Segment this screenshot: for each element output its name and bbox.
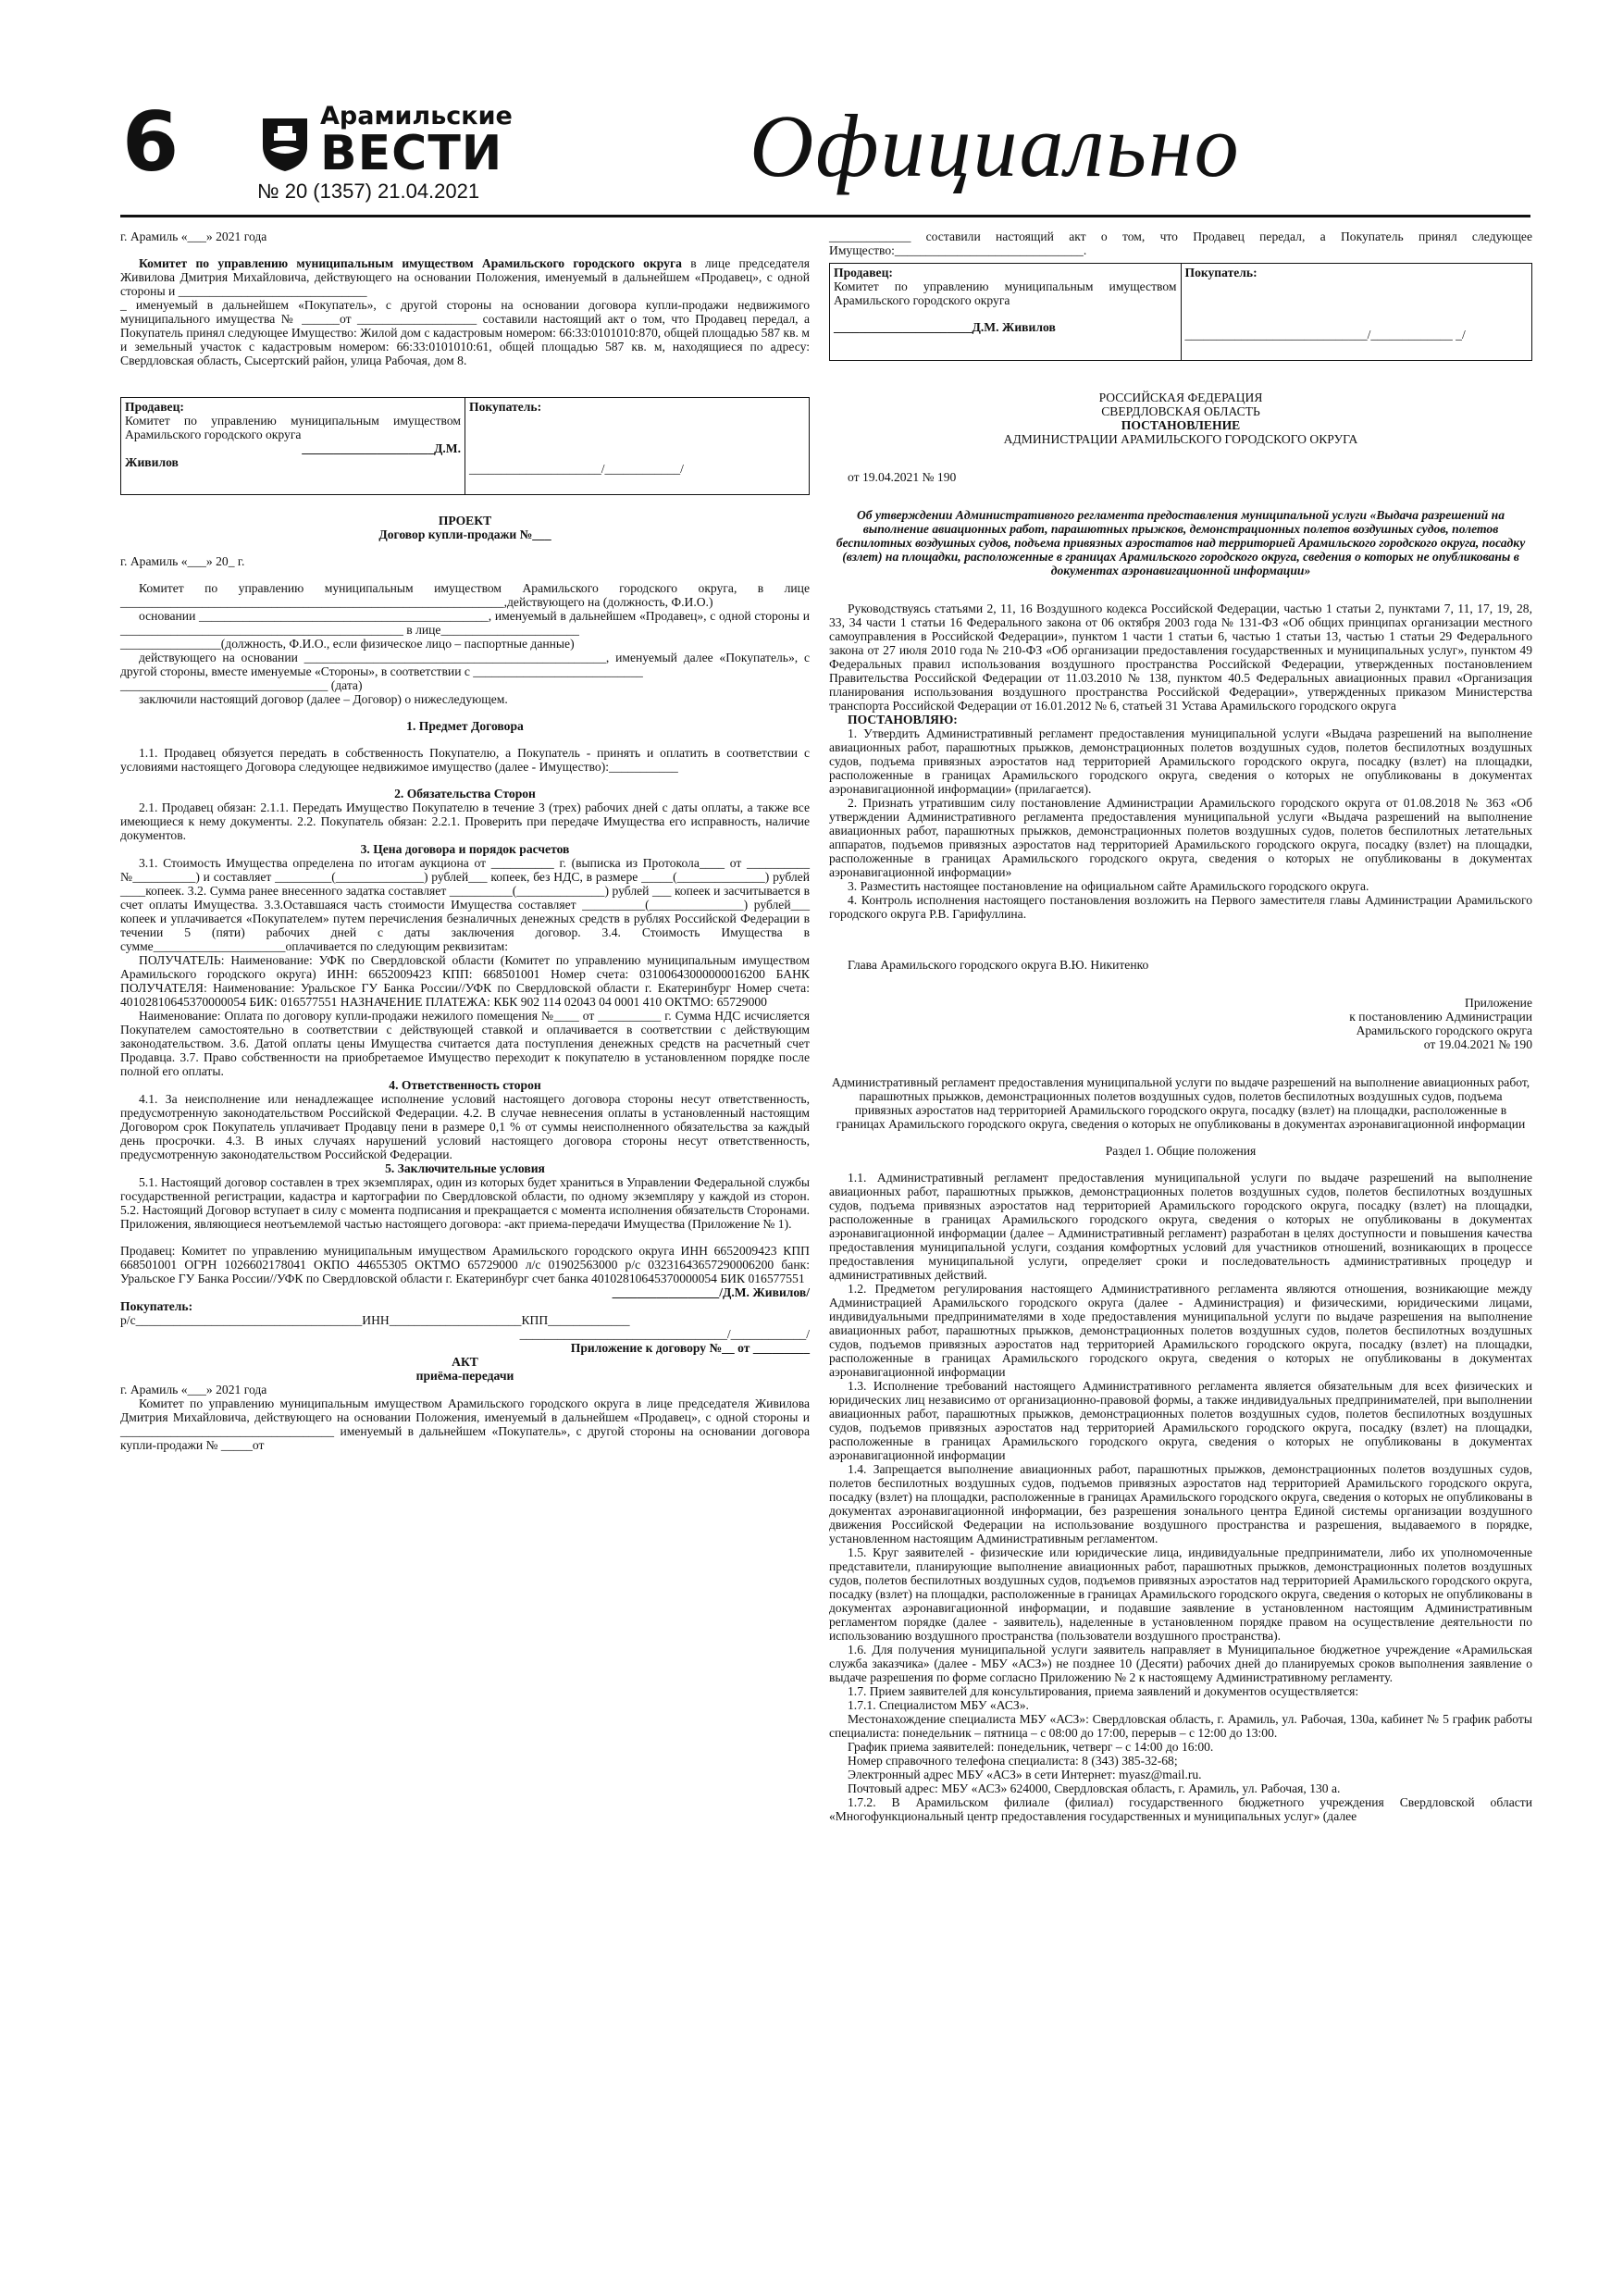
- clause-1-5: 1.5. Круг заявителей - физические или юридические лица, индивидуальные предприниматели, либо их уполномоченные представители, планирующие выполнение авиационных работ, парашютных прыжков, демонстрационных полетов воздушных судов, полетов беспилотных воздушных судов, подъемов привязных аэростатов над территорией Арамильского городского округа, посадку (взлет) на площадки, расположенные в границах Арамильского городского округа, сведения о которых не опубликованы в документах аэронавигационной информации, и подавшие заявление в установленном настоящим Административным регламентом порядке (далее - заявитель), наделенные в установленном порядке правом на осуществление деятельности по использованию воздушного пространства (пользователи воздушного пространства).: [829, 1545, 1532, 1643]
- act-continuation: _____________ составили настоящий акт о том, что Продавец передал, а Покупатель принял следующее Имущество:______________________________.: [829, 230, 1532, 257]
- seller-signature-2: ______________________Д.М. Живилов: [834, 320, 1056, 334]
- decision-1: 1. Утвердить Административный регламент предоставления муниципальной услуги «Выдача разрешений на выполнение авиационных работ, парашютных прыжков, демонстрационных полетов воздушных судов, полетов беспилотных воздушных судов, подъема привязных аэростатов над территорией Арамильского городского округа, посадку (взлет) на площадки, расположенные в границах Арамильского городского округа, сведения о которых не опубликованы в документах аэронавигационной информации» (прилагается).: [829, 726, 1532, 796]
- seller-text: Комитет по управлению муниципальным имуществом Арамильского городского округа: [125, 414, 461, 441]
- seller-heading: Продавец:: [125, 400, 184, 414]
- page-header: [0, 0, 1623, 222]
- act-intro: в лице председателя Живилова Дмитрия Михайловича, действующего на основании Положения, именуемый в дальнейшем «Продавец», с одной стороны и ______________________________: [120, 256, 810, 298]
- page-number: 6: [122, 94, 180, 190]
- head-signature: Глава Арамильского городского округа В.Ю. Никитенко: [848, 958, 1149, 972]
- act-city: г. Арамиль «___» 2021 года: [120, 230, 267, 243]
- clause-1-7-1-email: Электронный адрес МБУ «АСЗ» в сети Интернет: myasz@mail.ru.: [848, 1768, 1202, 1781]
- buyer-heading: Покупатель:: [469, 400, 542, 414]
- appendix-line-2: к постановлению Администрации: [1349, 1010, 1532, 1024]
- act-subtitle: приёма-передачи: [415, 1369, 514, 1383]
- seller-name: Живилов: [125, 455, 179, 469]
- coat-of-arms-icon: [257, 113, 313, 172]
- seller-signature: _____________________Д.М.: [302, 441, 461, 455]
- buyer-requisites-signature: _________________________________/____________/: [519, 1327, 810, 1341]
- decide-heading: ПОСТАНОВЛЯЮ:: [848, 713, 958, 726]
- seller-text-2: Комитет по управлению муниципальным имуществом Арамильского городского округа: [834, 279, 1177, 307]
- payment-details: ПОЛУЧАТЕЛЬ: Наименование: УФК по Свердловской области (Комитет по управлению муниципальным имуществом Арамильского городского округа) ИНН: 6652009423 КПП: 668501001 Номер счета: 03100643000000016200 БАНК ПОЛУЧАТЕЛЯ: Наименование: Уральское ГУ Банка России//УФК по Свердловской области г. Екатеринбург Номер счета: 40102810645370000054 БИК: 016577551 НАЗНАЧЕНИЕ ПЛАТЕЖА: КБК 902 114 02043 04 0001 410 ОКТМО: 65729000: [120, 953, 810, 1009]
- contract-title: Договор купли-продажи №___: [378, 527, 551, 541]
- issue-number: № 20 (1357) 21.04.2021: [257, 180, 480, 203]
- clause-1-7-1-address: Почтовый адрес: МБУ «АСЗ» 624000, Свердловская область, г. Арамиль, ул. Рабочая, 130 а.: [848, 1781, 1341, 1795]
- section-title: Официально: [750, 96, 1241, 195]
- seller-requisites: Продавец: Комитет по управлению муниципальным имуществом Арамильского городского округа ИНН 6652009423 КПП 668501001 ОГРН 1026602178041 ОКПО 44655305 ОКТМО 65729000 л/с 01902563000 р/с 03231643657290006200 банк: Уральское ГУ Банка России//УФК по Свердловской области г. Екатеринбург счет банка 40102810645370000054 БИК 016577551: [120, 1244, 810, 1285]
- clause-1-7-1-schedule: График приема заявителей: понедельник, четверг – с 14:00 до 16:00.: [848, 1740, 1214, 1754]
- buyer-signature: _____________________/____________/: [469, 462, 684, 476]
- clause-1-7-2: 1.7.2. В Арамильском филиале (филиал) государственного бюджетного учреждения Свердловской области «Многофункциональный центр предоставления государственных и муниципальных услуг» (далее: [829, 1795, 1532, 1823]
- section-3-text: 3.1. Стоимость Имущества определена по итогам аукциона от __________ г. (выписка из Протокола____ от __________ №__________) и составляет _________(______________) рублей___ копеек, без НДС, в размере _____(______________) рублей ____копеек. 3.2. Сумма ранее внесенного задатка составляет __________(______________) рублей ___ копеек и засчитывается в счет оплаты Имущества. 3.3.Оставшаяся часть стоимости Имущества составляет __________(_______________) рублей___ копеек и уплачивается «Покупателем» путем перечисления безналичных денежных средств в рублях Российской Федерации в течении 5 (пяти) рабочих дней с даты заключения договор. 3.4. Стоимость Имущества в сумме_____________________оплачивается по следующим реквизитам:: [120, 856, 810, 953]
- requisites-signature: _________________/Д.М. Живилов/: [612, 1285, 810, 1299]
- decision-2: 2. Признать утратившим силу постановление Администрации Арамильского городского округа от 01.08.2018 № 363 «Об утверждении Административного регламента предоставления муниципальной услуги «Выдача разрешений на выполнение авиационных работ, парашютных прыжков, демонстрационных полетов воздушных судов, полетов беспилотных летательных аппаратов, подъемов привязных аэростатов над территорией Арамильского городского округа, посадку (взлет) на площадки, расположенные в границах Арамильского городского округа, сведения о которых не опубликованы в документах аэронавигационной информации»: [829, 796, 1532, 879]
- left-column: [120, 230, 810, 1452]
- act-property: _ именуемый в дальнейшем «Покупатель», с другой стороны на основании договора купли-продажи недвижимого муниципального имущества № ______от ___________________ составили настоящий акт о том, что Продавец передал, а Покупатель принял следующее Имущество: Жилой дом с кадастровым номером: 66:33:0101010:870, общей площадью 587 кв. м и земельный участок с кадастровым номером: 66:33:0101010:61, общей площадью 587 кв. м, находящиеся по адресу: Свердловская область, Сысертский район, улица Рабочая, дом 8.: [120, 298, 810, 367]
- resolution-heading: ПОСТАНОВЛЕНИЕ: [1121, 418, 1241, 432]
- appendix-line-4: от 19.04.2021 № 190: [1423, 1037, 1532, 1051]
- appendix-line-1: Приложение: [1465, 996, 1532, 1010]
- section-1-text: 1.1. Продавец обязуется передать в собственность Покупателю, а Покупатель - принять и оплатить в соответствии с условиями настоящего Договора следующее недвижимое имущество (далее - Имущество):___________: [120, 746, 810, 774]
- signature-table: [120, 397, 810, 495]
- clause-1-4: 1.4. Запрещается выполнение авиационных работ, парашютных прыжков, демонстрационных полетов воздушных судов, полетов беспилотных воздушных судов, подъемов привязных аэростатов над территорией Арамильского городского округа, посадку (взлет) на площадки, расположенные в границах Арамильского городского округа, сведения о которых не опубликованы в документах аэронавигационной информации, без разрешения зонального центра Единой системы организации воздушного движения Российской Федерации на использование воздушного пространства и разрешения, выдаваемого в порядке, установленном настоящим Административным регламентом.: [829, 1462, 1532, 1545]
- section-heading: Раздел 1. Общие положения: [1105, 1144, 1257, 1158]
- contract-line-4: действующего на основании ________________________________________________, именуемый далее «Покупатель», с другой стороны, вместе именуемые «Стороны», в соответствии с ___________________________: [120, 651, 810, 678]
- logo-bottom-text: ВЕСТИ: [320, 126, 503, 181]
- administration-heading: АДМИНИСТРАЦИИ АРАМИЛЬСКОГО ГОРОДСКОГО ОКРУГА: [1003, 432, 1358, 446]
- section-2-text: 2.1. Продавец обязан: 2.1.1. Передать Имущество Покупателю в течение 3 (трех) рабочих дней с даты оплаты, а также все имеющиеся к нему документы. 2.2. Покупатель обязан: 2.2.1. Проверить при передаче Имущества его исправность, наличие документов.: [120, 800, 810, 842]
- clause-1-6: 1.6. Для получения муниципальной услуги заявитель направляет в Муниципальное бюджетное учреждение «Арамильская служба заказчика» (далее - МБУ «АСЗ») не позднее 10 (Десяти) рабочих дней до планируемых сроков выполнения заявление о выдаче разрешения по форме согласно Приложению № 2 к настоящему Административному регламенту.: [829, 1643, 1532, 1684]
- logo-top-text: Арамильские: [320, 102, 513, 130]
- decision-4: 4. Контроль исполнения настоящего постановления возложить на Первого заместителя главы Администрации Арамильского городского округа Р.В. Гарифуллина.: [829, 893, 1532, 921]
- act-title: АКТ: [452, 1355, 478, 1369]
- section-2-title: 2. Обязательства Сторон: [394, 787, 536, 800]
- contract-line-6: заключили настоящий договор (далее – Договор) о нижеследующем.: [139, 692, 508, 706]
- clause-1-7-1-text: Местонахождение специалиста МБУ «АСЗ»: Свердловская область, г. Арамиль, ул. Рабочая, 130а, кабинет № 5 график работы специалиста: понедельник – пятница – с 08:00 до 17:00, перерыв – с 12:00 до 13:00.: [829, 1712, 1532, 1740]
- clause-1-1: 1.1. Административный регламент предоставления муниципальной услуги по выдаче разрешений на выполнение авиационных работ, парашютных прыжков, демонстрационных полетов воздушных судов, полетов беспилотных воздушных судов, подъема привязных аэростатов над территорией Арамильского городского округа, посадку (взлет) на площадки, расположенные в границах Арамильского городского округа, сведения о которых не опубликованы в документах аэронавигационной информации (далее – Административный регламент) разработан в целях доступности и повышения качества предоставления муниципальной услуги, создания комфортных условий для участников отношений, возникающих в процессе предоставления муниципальной услуги, определяет сроки и последовательность административных процедур и административных действий.: [829, 1171, 1532, 1282]
- resolution-title: Об утверждении Административного регламента предоставления муниципальной услуги «Выдача разрешений на выполнение авиационных работ, парашютных прыжков, демонстрационных полетов воздушных судов, полетов беспилотных воздушных судов, подъема привязных аэростатов над территорией Арамильского городского округа, посадку (взлет) на площадки, расположенные в границах Арамильского городского округа, сведения о которых не опубликованы в документах аэронавигационной информации»: [836, 508, 1526, 577]
- clause-1-7-1: 1.7.1. Специалистом МБУ «АСЗ».: [848, 1698, 1029, 1712]
- section-5-text: 5.1. Настоящий договор составлен в трех экземплярах, один из которых будет храниться в Управлении Федеральной службы государственной регистрации, кадастра и картографии по Свердловской области, по одному экземпляру у каждой из сторон. 5.2. Настоящий Договор вступает в силу с момента подписания и прекращается с момента исполнения обязательств Сторонами. Приложения, являющиеся неотъемлемой частью настоящего договора: -акт приема-передачи Имущества (Приложение № 1).: [120, 1175, 810, 1231]
- country-heading: РОССИЙСКАЯ ФЕДЕРАЦИЯ: [1098, 391, 1263, 404]
- section-1-title: 1. Предмет Договора: [406, 719, 524, 733]
- legal-basis: Руководствуясь статьями 2, 11, 16 Воздушного кодекса Российской Федерации, частью 1 статьи 2, пунктами 7, 11, 17, 19, 28, 33, 34 части 1 статьи 16 Федерального закона от 06 октября 2003 года № 131-ФЗ «Об общих принципах организации местного самоуправления в Российской Федерации», пунктом 1 части 1 статьи 6, частью 1 статьи 13, частью 1 статьи 29 Федерального закона от 27 июля 2010 года № 210-ФЗ «Об организации предоставления государственных и муниципальных услуг», пунктом 49 Федеральных правил использования воздушного пространства Российской Федерации, утвержденных постановлением Правительства Российской Федерации от 11.03.2010 № 138, пунктом 40.5 Федеральных авиационных правил «Организация планирования использования воздушного пространства Российской Федерации», утвержденных приказом Министерства транспорта Российской Федерации от 16.01.2012 № 6, статьей 31 Устава Арамильского городского округа: [829, 602, 1532, 713]
- appendix-line-3: Арамильского городского округа: [1356, 1024, 1532, 1037]
- act-city-2: г. Арамиль «___» 2021 года: [120, 1383, 267, 1396]
- section-3-title: 3. Цена договора и порядок расчетов: [360, 842, 570, 856]
- section-4-text: 4.1. За неисполнение или ненадлежащее исполнение условий настоящего договора стороны несут ответственность, предусмотренную законодательством Российской Федерации. 4.2. В случае невнесения оплаты в установленный настоящим Договором срок Покупатель уплачивает Продавцу пени в размере 0,1 % от суммы неисполненного обязательства за каждый день просрочки. 4.3. В иных случаях нарушений условий настоящего договора стороны несут ответственность, предусмотренную законодательством Российской Федерации.: [120, 1092, 810, 1161]
- decision-3: 3. Разместить настоящее постановление на официальном сайте Арамильского городского округа.: [848, 879, 1369, 893]
- region-heading: СВЕРДЛОВСКАЯ ОБЛАСТЬ: [1101, 404, 1260, 418]
- seller-heading-2: Продавец:: [834, 266, 893, 279]
- clause-1-2: 1.2. Предметом регулирования настоящего Административного регламента являются отношения, возникающие между Администрацией Арамильского городского округа (далее - Администрация) и физическими, юридическими лицами, индивидуальными предпринимателями в ходе предоставления муниципальной услуги по выдаче разрешения на выполнение авиационных работ, парашютных прыжков, демонстрационных полетов воздушных судов, полетов беспилотных воздушных судов, подъемов привязных аэростатов над территорией Арамильского городского округа, посадку (взлет) на площадки, расположенные в границах Арамильского городского округа, сведения о которых не опубликованы в документах аэронавигационной информации: [829, 1282, 1532, 1379]
- contract-line-1: Комитет по управлению муниципальным имуществом Арамильского городского округа, в лице _____________________________________________________________,действующего на (должность, Ф.И.О.): [120, 581, 810, 609]
- clause-1-7-1-phone: Номер справочного телефона специалиста: 8 (343) 385-32-68;: [848, 1754, 1178, 1768]
- resolution-date: от 19.04.2021 № 190: [848, 470, 957, 484]
- committee-name: Комитет по управлению муниципальным имуществом Арамильского городского округа: [139, 256, 682, 270]
- contract-line-3: ________________(должность, Ф.И.О., если физическое лицо – паспортные данные): [120, 637, 575, 651]
- payment-notes: Наименование: Оплата по договору купли-продажи нежилого помещения №____ от __________ г. Сумма НДС исчисляется Покупателем самостоятельно в соответствии с действующей ставкой и оплачивается в соответствии с действующим законодательством. 3.6. Датой оплаты цены Имущества считается дата поступления денежных средств на расчетный счет Продавца. 3.7. Право собственности на приобретаемое Имущество переходит к покупателю в установленном порядке после полной его оплаты.: [120, 1009, 810, 1078]
- contract-line-5: _________________________________ (дата): [120, 678, 363, 692]
- regulation-title: Административный регламент предоставления муниципальной услуги по выдаче разрешений на выполнение авиационных работ, парашютных прыжков, демонстрационных полетов воздушных судов, полетов беспилотных воздушных судов, подъема привязных аэростатов над территорией Арамильского городского округа, посадку (взлет) на площадки, расположенные в границах Арамильского городского округа, сведения о которых не опубликованы в документах аэронавигационной информации: [831, 1075, 1530, 1131]
- section-4-title: 4. Ответственность сторон: [389, 1078, 541, 1092]
- buyer-signature-2: _____________________________/_____________ _/: [1184, 328, 1466, 341]
- contract-line-2: основании ______________________________________________, именуемый в дальнейшем «Продавец», с одной стороны и _____________________________________________ в лице______________________: [120, 609, 810, 637]
- clause-1-7: 1.7. Прием заявителей для консультирования, приема заявлений и документов осуществляется:: [848, 1684, 1359, 1698]
- signature-table-2: [829, 263, 1532, 361]
- project-label: ПРОЕКТ: [438, 514, 492, 527]
- header-divider: [120, 215, 1530, 217]
- buyer-heading-2: Покупатель:: [1184, 266, 1258, 279]
- appendix-label: Приложение к договору №__ от _________: [570, 1341, 810, 1355]
- act-text: Комитет по управлению муниципальным имуществом Арамильского городского округа в лице председателя Живилова Дмитрия Михайловича, действующего на основании Положения, именуемый в дальнейшем «Продавец», с одной стороны и __________________________________ именуемый в дальнейшем «Покупатель», с другой стороны на основании договора купли-продажи № _____от: [120, 1396, 810, 1452]
- buyer-requisites: р/с____________________________________ИНН_____________________КПП_____________: [120, 1313, 630, 1327]
- buyer-requisites-heading: Покупатель:: [120, 1299, 193, 1313]
- clause-1-3: 1.3. Исполнение требований настоящего Административного регламента является обязательным для всех физических и юридических лиц независимо от организационно-правовой формы, а также индивидуальных предпринимателей, при выполнении авиационных работ, парашютных прыжков, демонстрационных полетов воздушных судов, полетов беспилотных воздушных судов, подъемов привязных аэростатов над территорией Арамильского городского округа, посадку (взлет) на площадки, расположенные в границах Арамильского городского округа, сведения о которых не опубликованы в документах аэронавигационной информации: [829, 1379, 1532, 1462]
- contract-city: г. Арамиль «___» 20_ г.: [120, 554, 245, 568]
- right-column: [829, 230, 1532, 1823]
- section-5-title: 5. Заключительные условия: [385, 1161, 545, 1175]
